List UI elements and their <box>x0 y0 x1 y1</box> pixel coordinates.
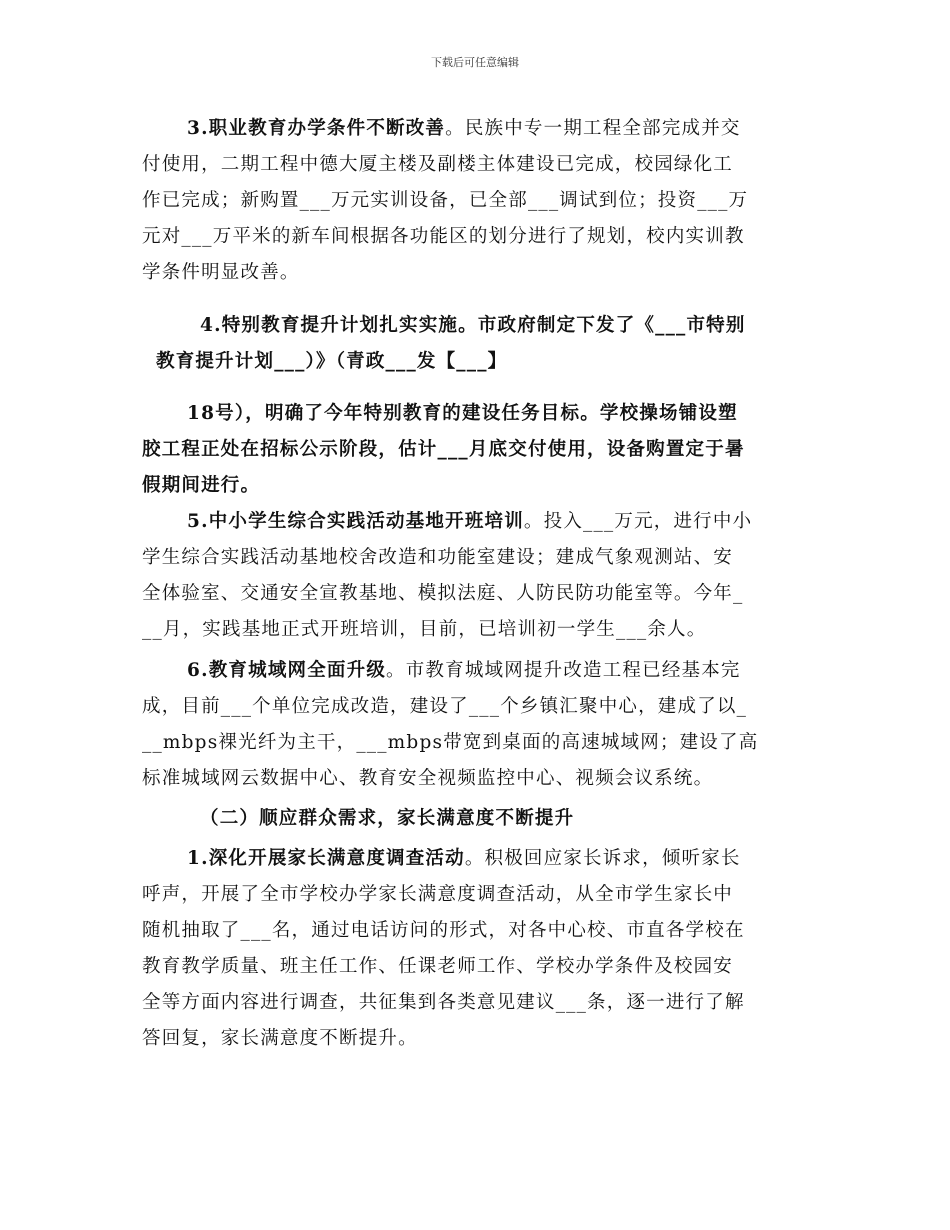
line-text: 4.特别教育提升计划扎实实施。市政府制定下发了《___市特别 <box>200 315 746 336</box>
line-text: __mbps裸光纤为主干，___mbps带宽到桌面的高速城域网；建设了高 <box>142 732 759 753</box>
line-text: （二）顺应群众需求，家长满意度不断提升 <box>200 808 575 829</box>
line-text: 全等方面内容进行调查，共征集到各类意见建议___条，逐一进行了解 <box>142 992 745 1013</box>
line-text: 付使用，二期工程中德大厦主楼及副楼主体建设已完成，校园绿化工 <box>142 154 734 175</box>
paragraph-3-line-2 <box>142 152 733 178</box>
line-text: 学生综合实践活动基地校舍改造和功能室建设；建成气象观测站、安 <box>142 547 734 568</box>
paragraph-5-line-1 <box>187 509 752 535</box>
line-text: __月，实践基地正式开班培训，目前，已培训初一学生___余人。 <box>142 619 707 640</box>
sub-paragraph-1-line-2 <box>142 882 733 908</box>
paragraph-4-line-5 <box>142 473 260 499</box>
line-text: 答回复，家长满意度不断提升。 <box>142 1028 418 1049</box>
line-text: 标准城域网云数据中心、教育安全视频监控中心、视频会议系统。 <box>142 768 714 789</box>
paragraph-4-line-4 <box>142 437 745 463</box>
paragraph-4-line-2 <box>156 349 507 375</box>
page-header-note: 下载后可任意编辑 <box>431 56 519 69</box>
line-text: 随机抽取了___名，通过电话访问的形式，对各中心校、市直各学校在 <box>142 920 745 941</box>
sub-paragraph-1-line-1 <box>187 846 741 872</box>
paragraph-3-text: 。民族中专一期工程全部完成并交 <box>445 118 741 139</box>
sub-paragraph-1-text: 。积极回应家长诉求，倾听家长 <box>464 848 741 869</box>
line-text: 元对___万平米的新车间根据各功能区的划分进行了规划，校内实训教 <box>142 226 745 247</box>
paragraph-6-line-2 <box>142 694 747 720</box>
sub-paragraph-1-heading: 1.深化开展家长满意度调查活动 <box>187 848 465 869</box>
sub-paragraph-1-line-3 <box>142 918 745 944</box>
sub-paragraph-1-line-4 <box>142 954 733 980</box>
paragraph-6-line-1 <box>187 658 741 684</box>
paragraph-3-line-1 <box>187 116 741 142</box>
sub-paragraph-1-line-6 <box>142 1026 418 1052</box>
line-text: 作已完成；新购置___万元实训设备，已全部___调试到位；投资___万 <box>142 190 749 211</box>
paragraph-5-line-2 <box>142 545 733 571</box>
paragraph-6-text: 。市教育城域网提升改造工程已经基本完 <box>386 660 741 681</box>
sub-paragraph-1-line-5 <box>142 990 745 1016</box>
line-text: 胶工程正处在招标公示阶段，估计___月底交付使用，设备购置定于暑 <box>142 439 745 460</box>
paragraph-5-line-4 <box>142 617 706 643</box>
line-text: 呼声，开展了全市学校办学家长满意度调查活动，从全市学生家长中 <box>142 884 734 905</box>
paragraph-5-line-3 <box>142 581 743 607</box>
paragraph-3-heading: 3.职业教育办学条件不断改善 <box>187 118 446 139</box>
paragraph-5-heading: 5.中小学生综合实践活动基地开班培训 <box>187 511 524 532</box>
paragraph-4-line-3 <box>187 401 738 427</box>
paragraph-3-line-5 <box>142 260 300 286</box>
line-text: 学条件明显改善。 <box>142 262 300 283</box>
line-text: 18号），明确了今年特别教育的建设任务目标。学校操场铺设塑 <box>187 403 738 424</box>
paragraph-5-text: 。投入___万元，进行中小 <box>523 511 753 532</box>
line-text: 成，目前___个单位完成改造，建设了___个乡镇汇聚中心，建成了以_ <box>142 696 748 717</box>
line-text: 教育教学质量、班主任工作、任课老师工作、学校办学条件及校园安 <box>142 956 734 977</box>
paragraph-6-line-3 <box>142 730 758 756</box>
line-text: 假期间进行。 <box>142 475 261 496</box>
paragraph-3-line-3 <box>142 188 748 214</box>
paragraph-6-line-4 <box>142 766 713 792</box>
section-heading-2 <box>200 806 574 832</box>
line-text: 教育提升计划___）》（青政___发【___】 <box>156 351 508 372</box>
paragraph-3-line-4 <box>142 224 745 250</box>
line-text: 全体验室、交通安全宣教基地、模拟法庭、人防民防功能室等。今年_ <box>142 583 744 604</box>
paragraph-6-heading: 6.教育城域网全面升级 <box>187 660 387 681</box>
paragraph-4-line-1 <box>200 313 746 339</box>
